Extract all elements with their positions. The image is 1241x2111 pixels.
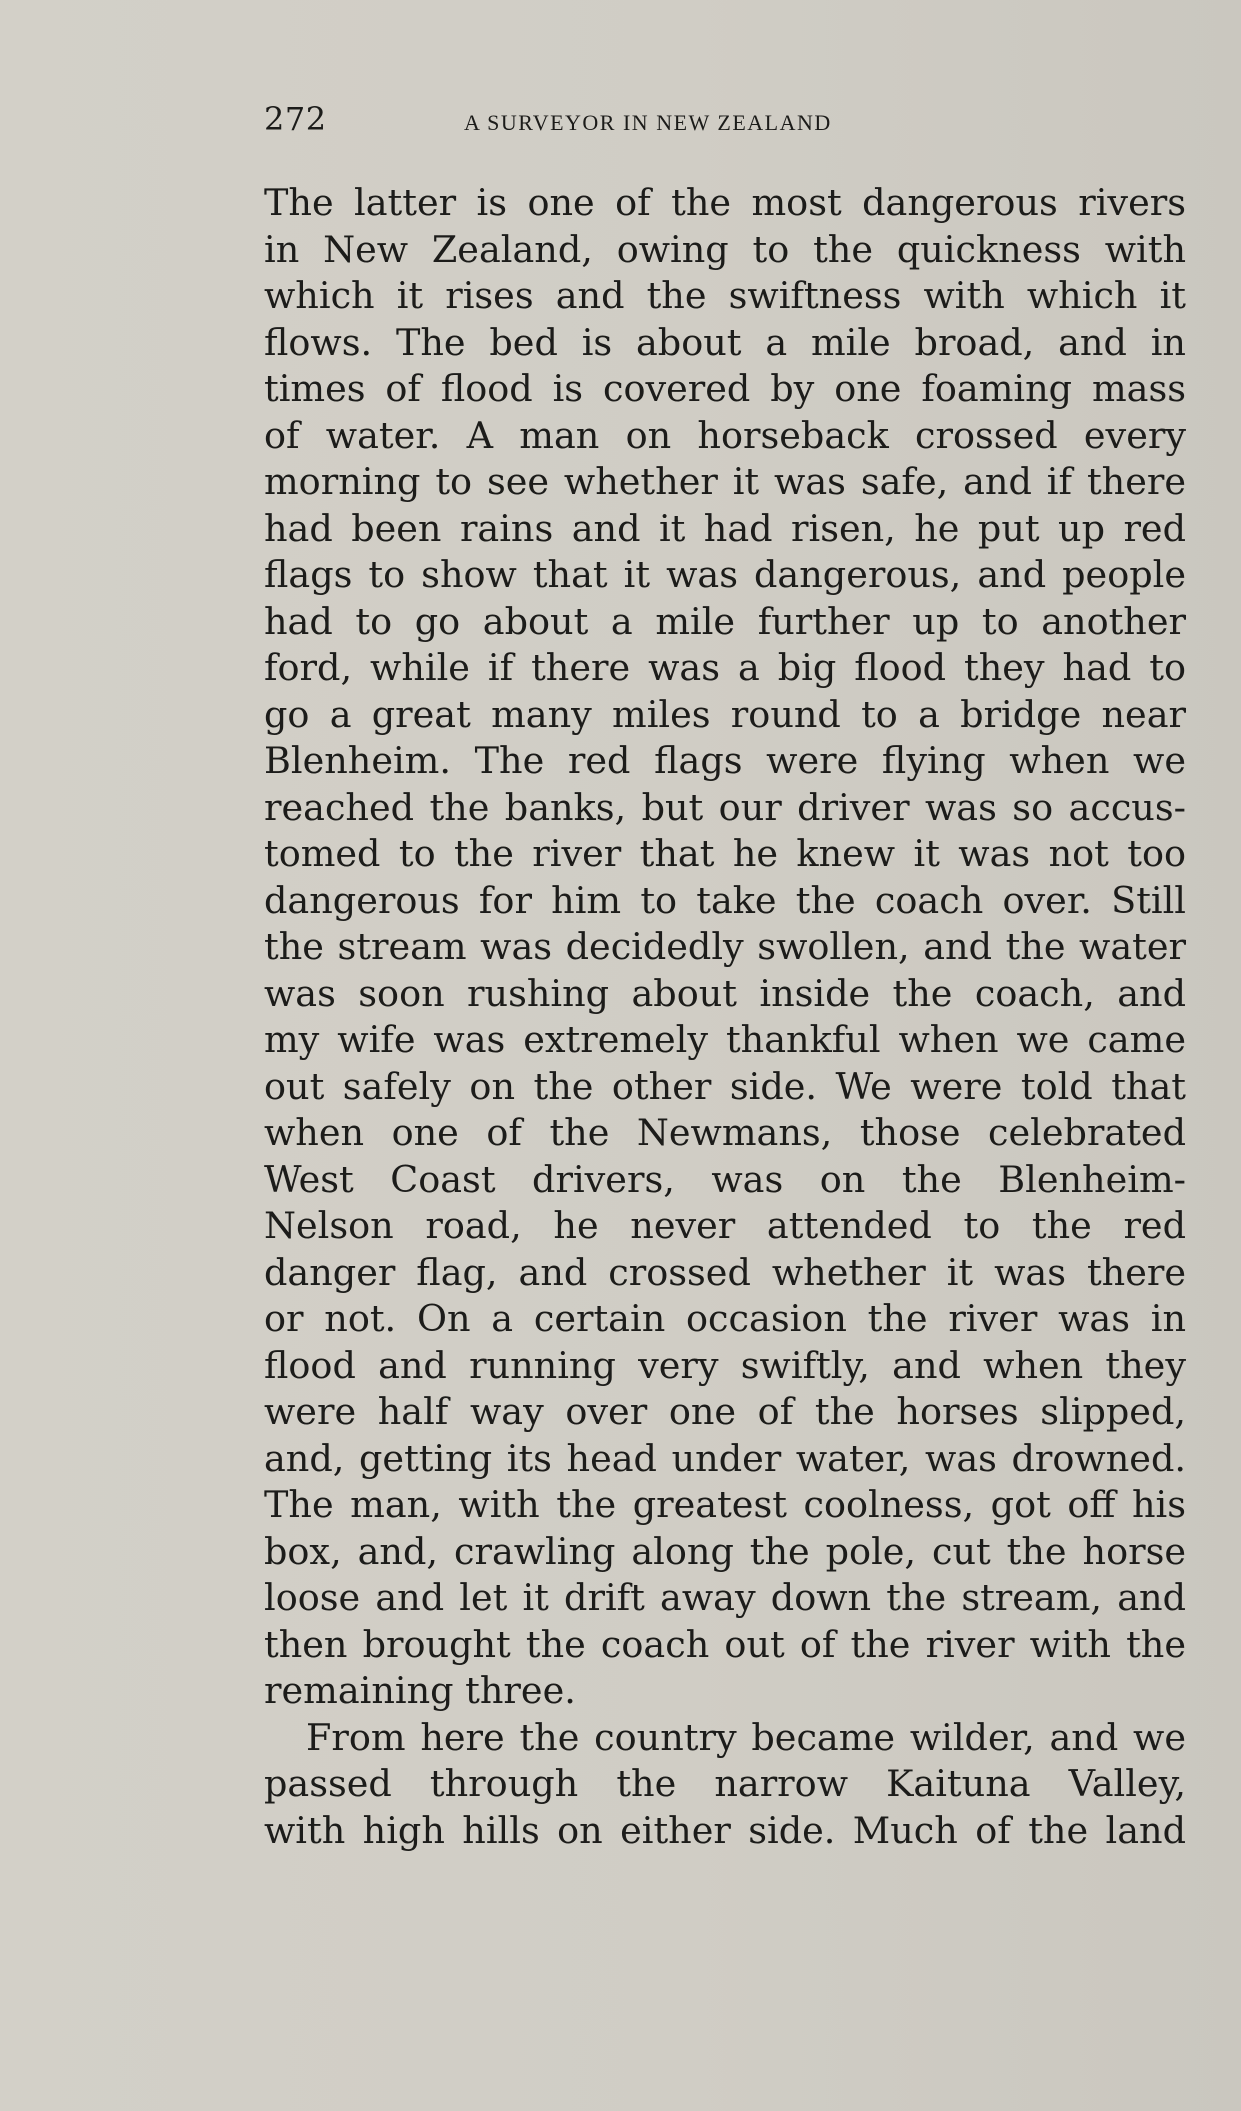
text-line: dangerous for him to take the coach over. Still: [264, 878, 1186, 922]
text-line: when one of the Newmans, those celebrated: [264, 1111, 1186, 1154]
text-line: ford, while if there was a big flood they had to: [264, 646, 1186, 689]
text-line: the stream was decidedly swollen, and the water: [264, 925, 1186, 968]
paragraph-end-line: remaining three.: [264, 1669, 576, 1712]
body-text: [264, 180, 1186, 1854]
running-title: A SURVEYOR IN NEW ZEALAND: [464, 110, 832, 135]
text-line: with high hills on either side. Much of the land: [264, 1808, 1186, 1852]
text-line: out safely on the other side. We were told that: [264, 1064, 1186, 1108]
text-line: were half way over one of the horses slipped,: [264, 1390, 1186, 1433]
text-line: Blenheim. The red flags were flying when we: [264, 739, 1186, 782]
text-line: times of flood is covered by one foaming mass: [264, 367, 1186, 410]
text-line: was soon rushing about inside the coach, and: [264, 971, 1186, 1015]
running-head: [264, 100, 1186, 144]
text-line: or not. On a certain occasion the river was in: [264, 1297, 1186, 1340]
text-line: which it rises and the swiftness with which it: [264, 274, 1186, 317]
text-line: The latter is one of the most dangerous rivers: [264, 181, 1186, 224]
text-line: my wife was extremely thankful when we came: [264, 1018, 1186, 1061]
text-line: had been rains and it had risen, he put up red: [264, 506, 1186, 550]
page-number: 272: [264, 100, 327, 138]
text-line: loose and let it drift away down the stream, and: [264, 1576, 1186, 1619]
text-line: then brought the coach out of the river with the: [264, 1622, 1186, 1666]
text-line: danger flag, and crossed whether it was there: [264, 1250, 1186, 1294]
text-line: box, and, crawling along the pole, cut the horse: [264, 1529, 1186, 1573]
text-line: flows. The bed is about a mile broad, and in: [264, 320, 1186, 364]
text-line: flags to show that it was dangerous, and people: [264, 553, 1186, 596]
text-line: go a great many miles round to a bridge near: [264, 692, 1186, 736]
text-line: passed through the narrow Kaituna Valley,: [264, 1762, 1186, 1805]
text-line: Nelson road, he never attended to the red: [264, 1204, 1186, 1247]
text-line: tomed to the river that he knew it was not too: [264, 832, 1186, 875]
text-line: flood and running very swiftly, and when they: [264, 1343, 1186, 1387]
text-line: of water. A man on horseback crossed every: [264, 413, 1186, 457]
text-line: morning to see whether it was safe, and if there: [264, 460, 1186, 503]
text-line: reached the banks, but our driver was so accus-: [264, 785, 1186, 829]
text-line: and, getting its head under water, was drowned.: [264, 1436, 1186, 1480]
text-line: in New Zealand, owing to the quickness with: [264, 227, 1186, 271]
text-line: West Coast drivers, was on the Blenheim-: [264, 1157, 1186, 1201]
paragraph-start-line: From here the country became wilder, and we: [306, 1715, 1186, 1759]
text-line: The man, with the greatest coolness, got off his: [264, 1483, 1186, 1526]
text-line: had to go about a mile further up to another: [264, 599, 1186, 643]
